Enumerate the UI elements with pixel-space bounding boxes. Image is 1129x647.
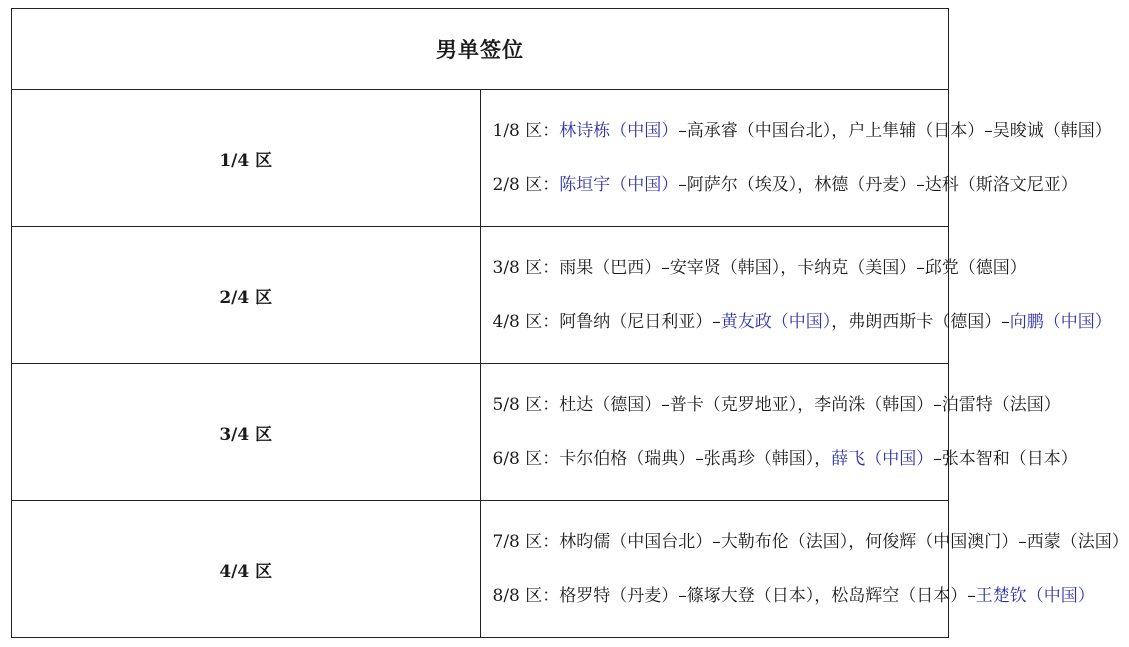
quarter-sections bbox=[480, 364, 1078, 501]
china-player-name: 王楚钦（中国） bbox=[975, 586, 1095, 606]
draw-text: 3/8 区：雨果（巴西）–安宰贤（韩国），卡纳克（美国）–邱党（德国） bbox=[492, 258, 1027, 278]
draw-text: 4/8 区：阿鲁纳（尼日利亚）– bbox=[492, 312, 721, 332]
draw-table bbox=[11, 8, 1129, 638]
draw-text: 5/8 区：杜达（德国）–普卡（克罗地亚），李尚洙（韩国）–泊雷特（法国） bbox=[492, 395, 1061, 415]
section-line bbox=[492, 447, 1078, 471]
quarter-label: 2/4 区 bbox=[12, 227, 481, 364]
quarter-row bbox=[12, 227, 949, 364]
draw-text: 8/8 区：格罗特（丹麦）–篠塚大登（日本），松岛辉空（日本）– bbox=[492, 586, 976, 606]
section-line bbox=[492, 310, 1112, 334]
section-line bbox=[492, 173, 1078, 197]
draw-text: –张本智和（日本） bbox=[933, 449, 1078, 469]
section-line bbox=[492, 530, 1129, 554]
title-row bbox=[12, 9, 949, 90]
section-line bbox=[492, 119, 1112, 143]
china-player-name: 陈垣宇（中国） bbox=[559, 175, 679, 195]
quarter-sections bbox=[480, 227, 1112, 364]
china-player-name: 黄友政（中国） bbox=[720, 312, 832, 332]
draw-text: 6/8 区：卡尔伯格（瑞典）–张禹珍（韩国）， bbox=[492, 449, 832, 469]
quarter-label: 3/4 区 bbox=[12, 364, 481, 501]
china-player-name: 薛飞（中国） bbox=[831, 449, 934, 469]
section-line bbox=[492, 393, 1061, 417]
draw-text: 1/8 区： bbox=[492, 121, 560, 141]
quarter-row bbox=[12, 364, 949, 501]
china-player-name: 林诗栋（中国） bbox=[559, 121, 679, 141]
quarter-label: 1/4 区 bbox=[12, 90, 481, 227]
quarter-sections bbox=[480, 90, 1112, 227]
draw-text: –高承睿（中国台北），户上隼辅（日本）–吴晙诚（韩国） bbox=[678, 121, 1112, 141]
quarter-sections bbox=[480, 501, 1129, 638]
quarter-label: 4/4 区 bbox=[12, 501, 481, 638]
draw-text: 2/8 区： bbox=[492, 175, 560, 195]
draw-text: ，弗朗西斯卡（德国）– bbox=[831, 312, 1010, 332]
section-line bbox=[492, 584, 1095, 608]
quarter-row bbox=[12, 501, 949, 638]
table-title: 男单签位 bbox=[12, 9, 949, 90]
draw-text: 7/8 区：林昀儒（中国台北）–大勒布伦（法国），何俊辉（中国澳门）–西蒙（法国） bbox=[492, 532, 1129, 552]
china-player-name: 向鹏（中国） bbox=[1009, 312, 1112, 332]
section-line bbox=[492, 256, 1027, 280]
draw-text: –阿萨尔（埃及），林德（丹麦）–达科（斯洛文尼亚） bbox=[678, 175, 1078, 195]
quarter-row bbox=[12, 90, 949, 227]
